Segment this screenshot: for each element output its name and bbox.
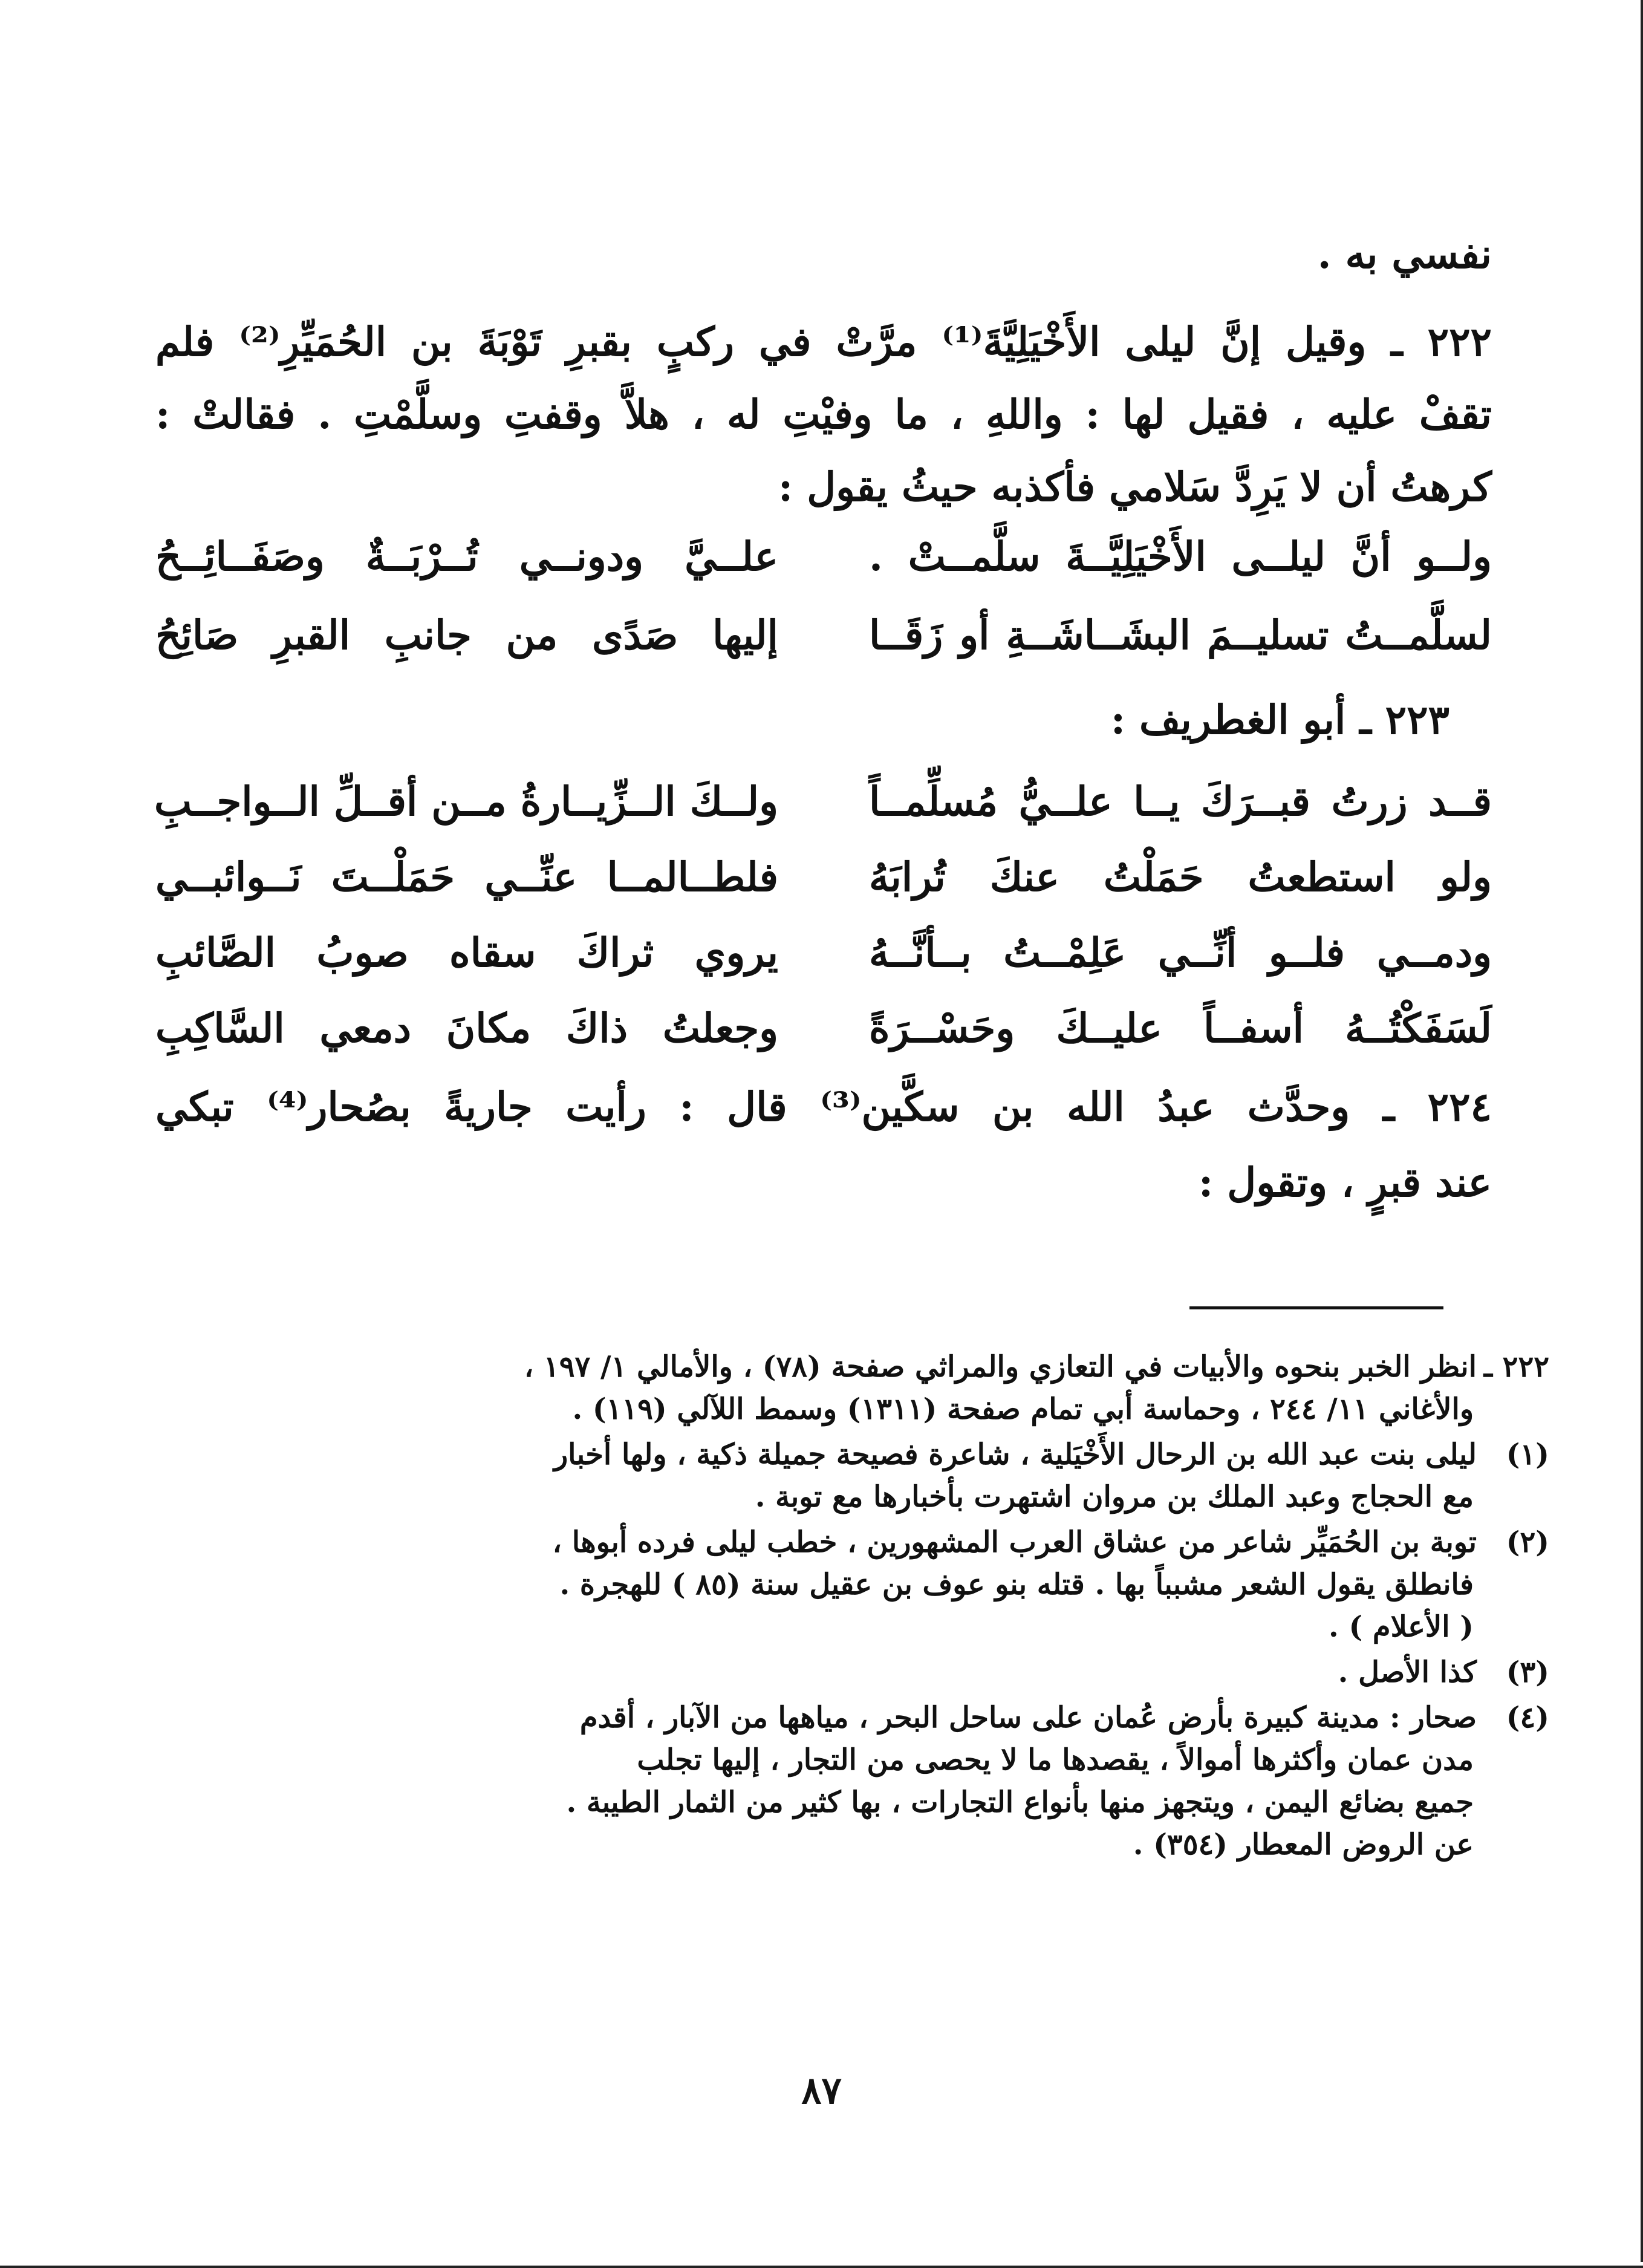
verse-first-hemistich: لسلَّمــتُ تسليــمَ البشَــاشَــةِ أو زَقَــا xyxy=(869,611,1492,659)
footnote-1 xyxy=(158,1433,1549,1476)
verse-second-hemistich: ولــكَ الــزِّيــارةُ مــن أقــلِّ الــواجــبِ xyxy=(154,778,778,825)
poem-223-verse-3 xyxy=(155,919,1492,986)
verse-second-hemistich: وجعلتُ ذاكَ مكانَ دمعي السَّاكِبِ xyxy=(155,1005,778,1052)
footnote-number: (١) xyxy=(1506,1438,1549,1471)
scan-border-bottom xyxy=(0,2266,1643,2268)
footnote-number: (٣) xyxy=(1506,1655,1549,1689)
paragraph-222-line-2: تقفْ عليه ، فقيل لها : واللهِ ، ما وفيْتِ له ، هلاَّ وقفتِ وسلَّمْتِ . فقالتْ : xyxy=(155,391,1492,438)
verse-second-hemistich: فلطــالمــا عنِّــي حَمَلْــتَ نَــوائبــي xyxy=(155,853,778,901)
footnote-2-cont-1 xyxy=(83,1563,1549,1606)
poem-222-verse-1 xyxy=(155,523,1492,590)
footnote-line: مع الحجاج وعبد الملك بن مروان اشتهرت بأخبارها مع توبة . xyxy=(755,1480,1474,1514)
footnote-4-cont-1 xyxy=(83,1739,1549,1781)
footnote-line: صحار : مدينة كبيرة بأرض عُمان على ساحل البحر ، مياهها من الآبار ، أقدم xyxy=(579,1701,1477,1735)
footnote-line: ليلى بنت عبد الله بن الرحال الأَخْيَلية ، شاعرة فصيحة جميلة ذكية ، ولها أخبار xyxy=(553,1438,1477,1471)
poem-223-verse-1 xyxy=(155,768,1492,835)
footnote-line: انظر الخبر بنحوه والأبيات في التعازي والمراثي صفحة (٧٨) ، والأمالي ١/ ١٩٧ ، xyxy=(524,1350,1477,1384)
footnote-4-cont-2 xyxy=(83,1781,1549,1823)
poem-222-verse-2 xyxy=(155,602,1492,668)
footnote-number: (٢) xyxy=(1506,1525,1549,1559)
verse-second-hemistich: يروي ثراكَ سقاه صوبُ الصَّائبِ xyxy=(155,929,778,976)
verse-second-hemistich: إليها صَدًى من جانبِ القبرِ صَائِحُ xyxy=(155,611,778,659)
verse-first-hemistich: ودمــي فلــو أنِّــي عَلِمْــتُ بــأنَّــهُ xyxy=(869,929,1492,976)
paragraph-224-line-1: ٢٢٤ ـ وحدَّث عبدُ الله بن سكَّين⁽³⁾ قال : رأيت جاريةً بصُحار⁽⁴⁾ تبكي xyxy=(155,1083,1492,1130)
footnote-number: ٢٢٢ ـ xyxy=(1483,1350,1549,1384)
paragraph-222-line-3: كرهتُ أن لا يَرِدَّ سَلامي فأكذبه حيثُ يقول : xyxy=(778,463,1492,510)
verse-first-hemistich: ولــو أنَّ ليلــى الأَخْيَلِيَّــةَ سلَّمــتْ . xyxy=(869,533,1492,580)
footnote-222-cont xyxy=(83,1388,1549,1430)
paragraph-221-end: نفسي به . xyxy=(1317,230,1492,278)
footnote-line: ( الأعلام ) . xyxy=(1329,1610,1474,1644)
footnote-line: والأغاني ١١/ ٢٤٤ ، وحماسة أبي تمام صفحة (١٣١١) وسمط اللآلي (١١٩) . xyxy=(572,1392,1474,1426)
footnote-line: فانطلق يقول الشعر مشبباً بها . قتله بنو عوف بن عقيل سنة (٨٥ ) للهجرة . xyxy=(559,1568,1474,1602)
footnote-3 xyxy=(158,1651,1549,1693)
scan-border-right xyxy=(1641,0,1643,2262)
footnote-line: كذا الأصل . xyxy=(1338,1655,1477,1689)
page-number: ٨٧ xyxy=(801,2068,842,2113)
verse-second-hemistich: علــيَّ ودونــي تُــرْبَــةٌ وصَفَــائِــحُ xyxy=(155,533,778,580)
footnote-number: (٤) xyxy=(1506,1701,1549,1735)
verse-first-hemistich: قــد زرتُ قبــرَكَ يــا علــيُّ مُسلِّمــاً xyxy=(869,778,1492,825)
footnote-222 xyxy=(158,1346,1549,1388)
verse-first-hemistich: لَسَفَكْتُــهُ أسفــاً عليــكَ وحَسْــرَةً xyxy=(869,1005,1492,1052)
poem-223-verse-2 xyxy=(155,844,1492,910)
footnote-line: توبة بن الحُمَيِّر شاعر من عشاق العرب المشهورين ، خطب ليلى فرده أبوها ، xyxy=(552,1525,1477,1559)
footnote-line: عن الروض المعطار (٣٥٤) . xyxy=(1133,1828,1474,1862)
footnote-2-cont-2 xyxy=(83,1606,1549,1648)
footnote-4 xyxy=(158,1696,1549,1739)
footnote-2 xyxy=(158,1521,1549,1563)
poem-223-verse-4 xyxy=(155,995,1492,1061)
footnote-1-cont xyxy=(83,1476,1549,1518)
paragraph-223-heading: ٢٢٣ ـ أبو الغطريف : xyxy=(1110,696,1449,743)
footnote-separator xyxy=(1189,1306,1443,1309)
verse-first-hemistich: ولو استطعتُ حَمَلْتُ عنكَ تُرابَهُ xyxy=(869,853,1492,901)
footnote-4-cont-3 xyxy=(83,1823,1549,1866)
paragraph-222-line-1: ٢٢٢ ـ وقيل إنَّ ليلى الأَخْيَلِيَّةَ⁽¹⁾ مرَّتْ في ركبٍ بقبرِ تَوْبَةَ بن الحُمَيِّرِ⁽²⁾ فلم xyxy=(155,318,1492,365)
footnote-line: جميع بضائع اليمن ، ويتجهز منها بأنواع التجارات ، بها كثير من الثمار الطيبة . xyxy=(566,1785,1474,1819)
footnote-line: مدن عمان وأكثرها أموالاً ، يقصدها ما لا يحصى من التجار ، إليها تجلب xyxy=(637,1743,1474,1777)
paragraph-224-line-2: عند قبرٍ ، وتقول : xyxy=(1198,1159,1492,1206)
